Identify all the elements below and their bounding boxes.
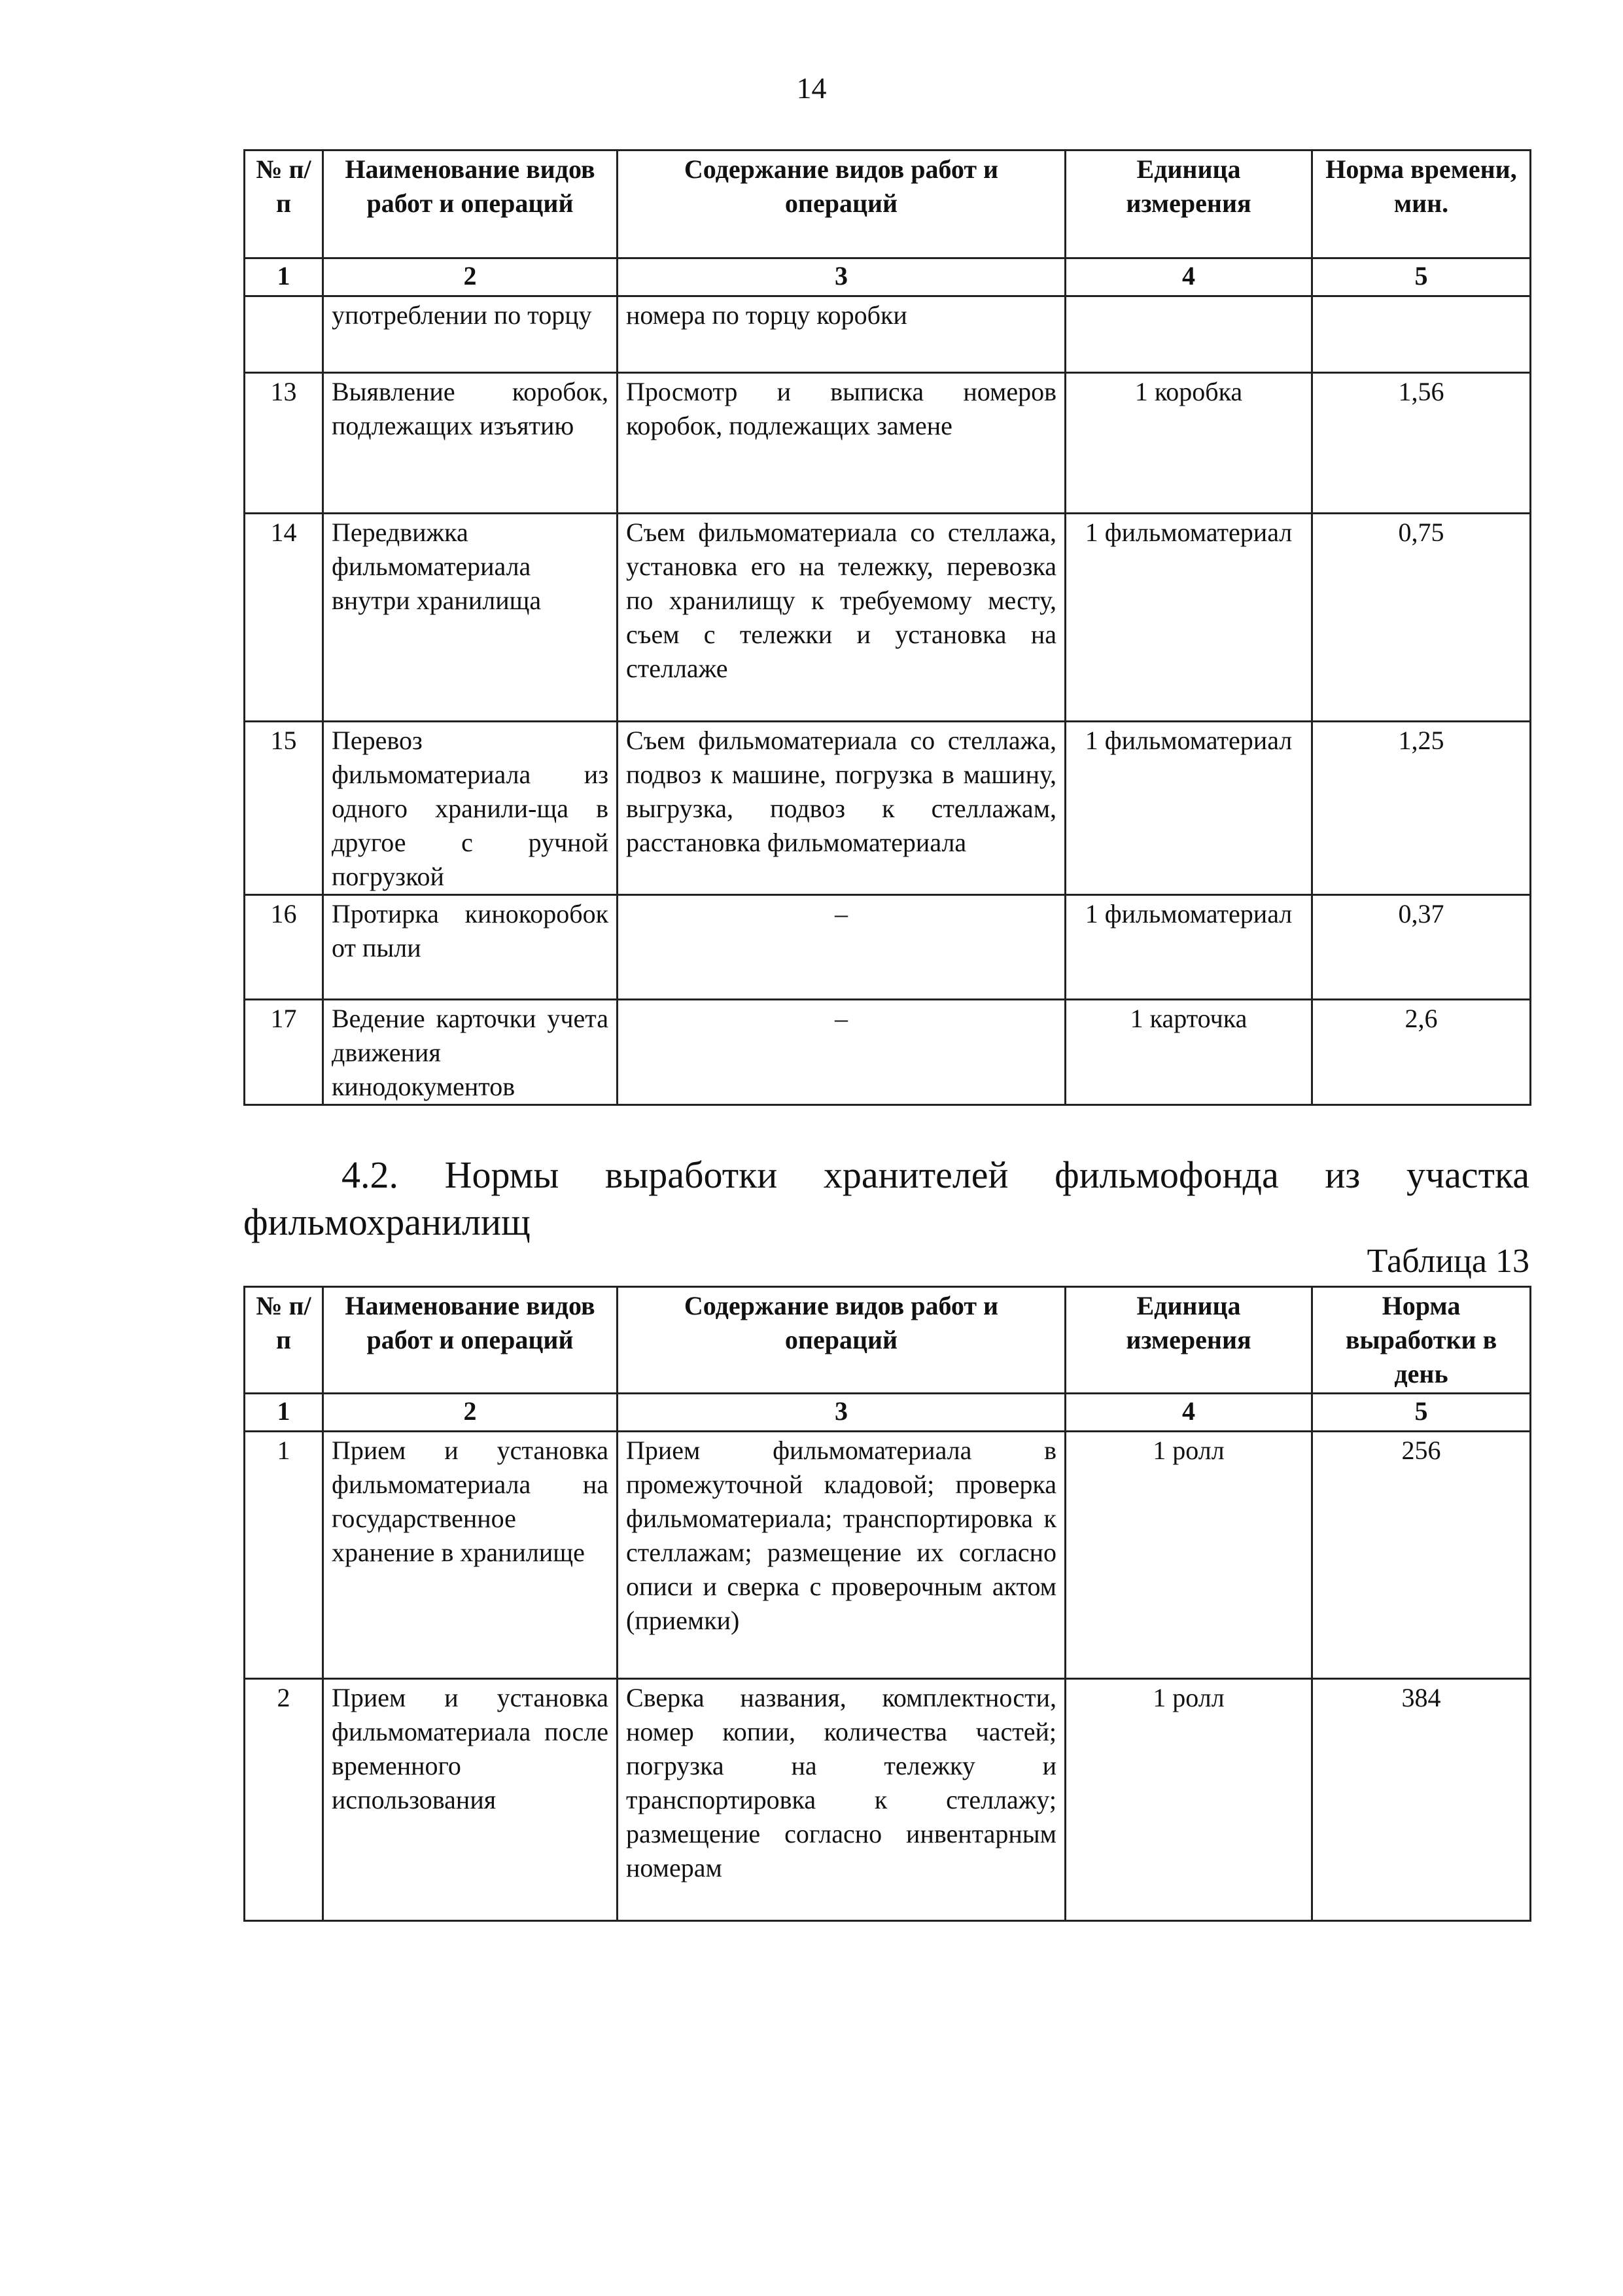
norms-time-table <box>243 149 1531 1106</box>
section-heading-text: 4.2. Нормы выработки хранителей фильмофонда из участка фильмохранилищ <box>243 1154 1529 1243</box>
row-norm: 256 <box>1312 1432 1531 1679</box>
row-norm: 2,6 <box>1312 1000 1531 1105</box>
row-content: – <box>618 895 1066 1000</box>
row-name: Выявление коробок, подлежащих изъятию <box>323 373 618 514</box>
row-unit: 1 фильмоматериал <box>1066 514 1312 722</box>
col-number: 2 <box>323 258 618 296</box>
row-norm: 1,25 <box>1312 722 1531 895</box>
norms-output-table <box>243 1286 1531 1922</box>
row-unit: 1 коробка <box>1066 373 1312 514</box>
row-norm <box>1312 296 1531 373</box>
row-content: Сверка названия, комплектности, номер копии, количества частей; погрузка на тележку и транспортировка к стеллажу; размещение согласно инвентарным номерам <box>618 1679 1066 1921</box>
col-number: 3 <box>618 1394 1066 1432</box>
col-number: 2 <box>323 1394 618 1432</box>
table-row <box>245 296 1531 373</box>
col-number: 1 <box>245 258 323 296</box>
table-header-row <box>245 150 1531 258</box>
table-header-row <box>245 1287 1531 1394</box>
row-num: 15 <box>245 722 323 895</box>
row-name: Прием и установка фильмоматериала на государственное хранение в хранилище <box>323 1432 618 1679</box>
row-norm: 0,75 <box>1312 514 1531 722</box>
column-numbers-row <box>245 1394 1531 1432</box>
header-norm-output: Норма выработки в день <box>1312 1287 1531 1394</box>
row-num: 1 <box>245 1432 323 1679</box>
row-num <box>245 296 323 373</box>
row-name: Прием и установка фильмоматериала после временного использования <box>323 1679 618 1921</box>
col-number: 5 <box>1312 1394 1531 1432</box>
row-norm: 1,56 <box>1312 373 1531 514</box>
row-name: Ведение карточки учета движения кинодокументов <box>323 1000 618 1105</box>
row-norm: 0,37 <box>1312 895 1531 1000</box>
row-num: 14 <box>245 514 323 722</box>
table-row <box>245 1000 1531 1105</box>
row-num: 16 <box>245 895 323 1000</box>
table-row <box>245 895 1531 1000</box>
row-unit: 1 ролл <box>1066 1679 1312 1921</box>
row-unit: 1 карточка <box>1066 1000 1312 1105</box>
row-name: Передвижка фильмоматериала внутри хранилища <box>323 514 618 722</box>
row-unit <box>1066 296 1312 373</box>
row-unit: 1 фильмоматериал <box>1066 722 1312 895</box>
header-unit: Единица измерения <box>1066 1287 1312 1394</box>
col-number: 5 <box>1312 258 1531 296</box>
row-num: 13 <box>245 373 323 514</box>
table-caption: Таблица 13 <box>1367 1243 1529 1280</box>
table-row <box>245 722 1531 895</box>
header-unit: Единица измерения <box>1066 150 1312 258</box>
col-number: 4 <box>1066 258 1312 296</box>
header-name: Наименование видов работ и операций <box>323 150 618 258</box>
table-row <box>245 1679 1531 1921</box>
section-heading <box>243 1152 1529 1246</box>
page-number: 14 <box>796 71 827 105</box>
col-number: 3 <box>618 258 1066 296</box>
row-name: Протирка кинокоробок от пыли <box>323 895 618 1000</box>
row-norm: 384 <box>1312 1679 1531 1921</box>
table-row <box>245 1432 1531 1679</box>
row-unit: 1 ролл <box>1066 1432 1312 1679</box>
table-row <box>245 373 1531 514</box>
row-unit: 1 фильмоматериал <box>1066 895 1312 1000</box>
header-norm-time: Норма времени, мин. <box>1312 150 1531 258</box>
row-num: 2 <box>245 1679 323 1921</box>
header-content: Содержание видов работ и операций <box>618 1287 1066 1394</box>
header-num: № п/п <box>245 1287 323 1394</box>
row-content: Съем фильмоматериала со стеллажа, установка его на тележку, перевозка по хранилищу к требуемому месту, съем с тележки и установка на стеллаже <box>618 514 1066 722</box>
table-row <box>245 514 1531 722</box>
row-name: Перевоз фильмоматериала из одного хранили-ща в другое с ручной погрузкой <box>323 722 618 895</box>
row-content: – <box>618 1000 1066 1105</box>
row-content: номера по торцу коробки <box>618 296 1066 373</box>
header-name: Наименование видов работ и операций <box>323 1287 618 1394</box>
row-num: 17 <box>245 1000 323 1105</box>
header-num: № п/п <box>245 150 323 258</box>
column-numbers-row <box>245 258 1531 296</box>
row-content: Съем фильмоматериала со стеллажа, подвоз к машине, погрузка в машину, выгрузка, подвоз к стеллажам, расстановка фильмоматериала <box>618 722 1066 895</box>
header-content: Содержание видов работ и операций <box>618 150 1066 258</box>
col-number: 4 <box>1066 1394 1312 1432</box>
row-content: Прием фильмоматериала в промежуточной кладовой; проверка фильмоматериала; транспортировка к стеллажам; размещение их согласно описи и сверка с проверочным актом (приемки) <box>618 1432 1066 1679</box>
row-name: употреблении по торцу <box>323 296 618 373</box>
col-number: 1 <box>245 1394 323 1432</box>
row-content: Просмотр и выписка номеров коробок, подлежащих замене <box>618 373 1066 514</box>
